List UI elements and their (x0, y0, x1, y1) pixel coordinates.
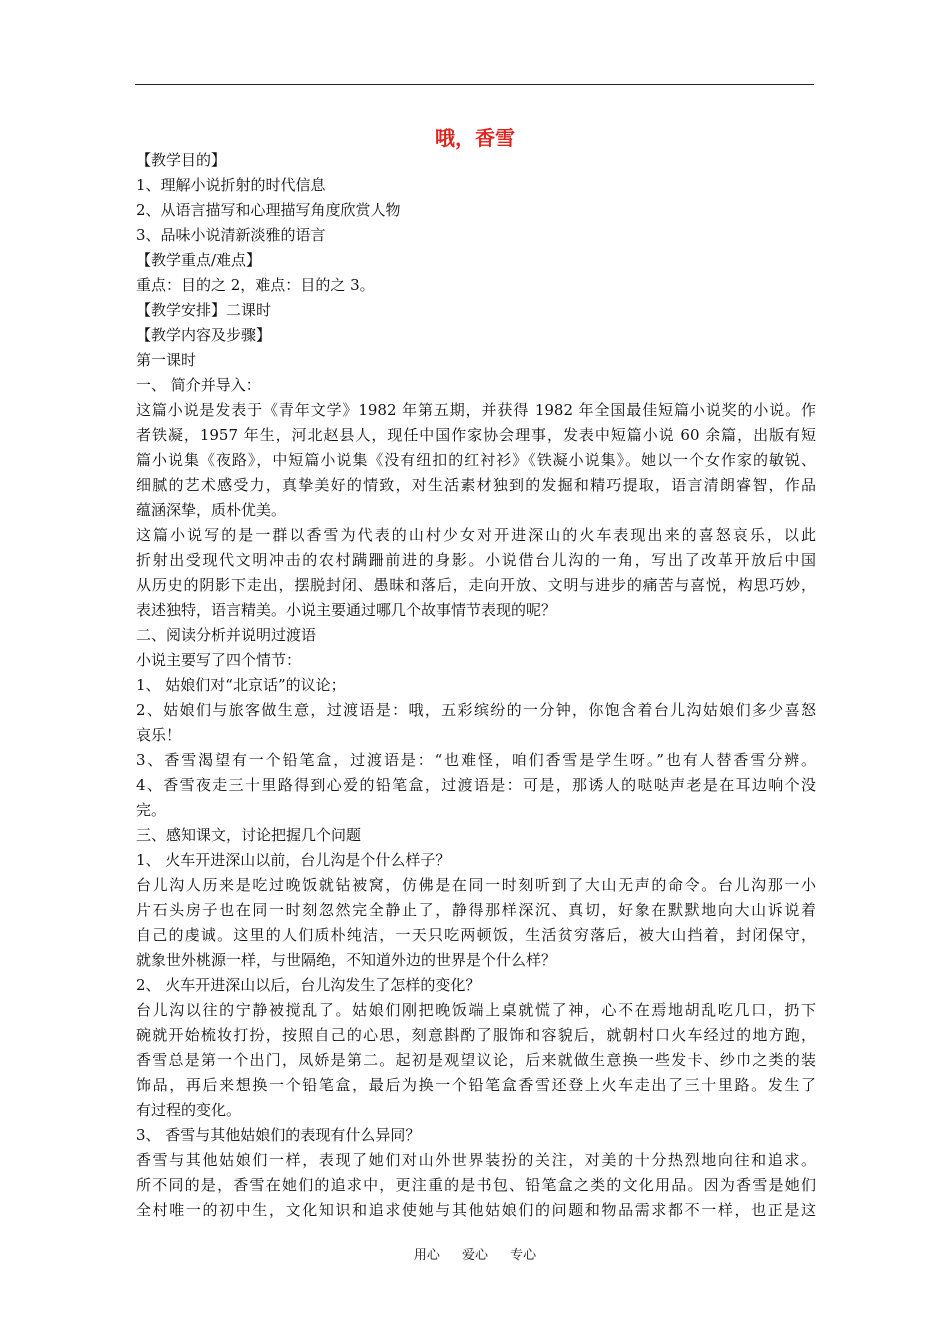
text-line: 者铁凝，1957 年生，河北赵县人，现任中国作家协会理事，发表中短篇小说 60 余篇，出版有短 (136, 426, 816, 444)
text-line: 细腻的艺术感受力，真挚美好的情致，对生活素材独到的发掘和精巧提取，语言清朗睿智，作品 (136, 476, 816, 494)
text-line: 重点：目的之 2，难点：目的之 3。 (136, 276, 375, 294)
text-line: 1、 姑娘们对“北京话”的议论； (136, 676, 346, 694)
text-line: 饰品，再后来想换一个铅笔盒，最后为换一个铅笔盒香雪还登上火车走出了三十里路。发生了 (136, 1076, 816, 1094)
text-line: 所不同的是，香雪在她们的追求中，更注重的是书包、铅笔盒之类的文化用品。因为香雪是她们 (136, 1176, 816, 1194)
text-line: 3、品味小说清新淡雅的语言 (136, 226, 326, 244)
text-line: 有过程的变化。 (136, 1101, 242, 1119)
text-line: 表述独特，语言精美。小说主要通过哪几个故事情节表现的呢？ (136, 601, 557, 619)
text-line: 【教学目的】 (136, 151, 227, 169)
text-line: 2、姑娘们与旅客做生意，过渡语是：哦，五彩缤纷的一分钟，你饱含着台儿沟姑娘们多少喜怒 (136, 701, 816, 719)
document-title: 哦，香雪 (435, 126, 515, 150)
text-line: 香雪总是第一个出门，凤娇是第二。起初是观望议论，后来就做生意换一些发卡、纱巾之类的装 (136, 1051, 816, 1069)
text-line: 片石头房子也在同一时刻忽然完全静止了，静得那样深沉、真切，好象在默默地向大山诉说着 (136, 901, 816, 919)
text-line: 一、 简介并导入： (136, 376, 261, 394)
text-line: 碗就开始梳妆打扮，按照自己的心思，刻意斟酌了服饰和容貌后，就朝村口火车经过的地方跑， (136, 1026, 816, 1044)
text-line: 蕴涵深挚，质朴优美。 (136, 501, 287, 519)
text-line: 二、阅读分析并说明过渡语 (136, 626, 317, 644)
text-line: 篇小说集《夜路》，中短篇小说集《没有纽扣的红衬衫》《铁凝小说集》。她以一个女作家的敏锐、 (136, 451, 816, 469)
text-line: 1、 火车开进深山以前，台儿沟是个什么样子？ (136, 851, 451, 869)
text-line: 2、从语言描写和心理描写角度欣赏人物 (136, 201, 401, 219)
text-line: 哀乐！ (136, 726, 182, 744)
text-line: 小说主要写了四个情节： (136, 651, 302, 669)
text-line: 自己的虔诚。这里的人们质朴纯洁，一天只吃两顿饭，生活贫穷落后，被大山挡着，封闭保守， (136, 926, 816, 944)
text-line: 折射出受现代文明冲击的农村蹒跚前进的身影。小说借台儿沟的一角，写出了改革开放后中国 (136, 551, 816, 569)
text-line: 3、香雪渴望有一个铅笔盒，过渡语是：“也难怪，咱们香雪是学生呀。”也有人替香雪分辨。 (136, 751, 816, 769)
text-line: 香雪与其他姑娘们一样，表现了她们对山外世界装扮的关注，对美的十分热烈地向往和追求。 (136, 1151, 816, 1169)
text-line: 就象世外桃源一样，与世隔绝，不知道外边的世界是个什么样？ (136, 951, 557, 969)
text-line: 这篇小说写的是一群以香雪为代表的山村少女对开进深山的火车表现出来的喜怒哀乐，以此 (136, 526, 816, 544)
page-footer: 用心 爱心 专心 (413, 1248, 537, 1263)
text-line: 全村唯一的初中生，文化知识和追求使她与其他姑娘们的问题和物品需求都不一样，也正是这 (136, 1201, 816, 1219)
text-line: 2、 火车开进深山以后，台儿沟发生了怎样的变化？ (136, 976, 481, 994)
document-body (136, 148, 816, 1223)
text-line: 从历史的阴影下走出，摆脱封闭、愚昧和落后，走向开放、文明与进步的痛苦与喜悦，构思巧妙， (136, 576, 816, 594)
text-line: 台儿沟人历来是吃过晚饭就钻被窝，仿佛是在同一时刻听到了大山无声的命令。台儿沟那一小 (136, 876, 816, 894)
header-rule (135, 84, 814, 85)
text-line: 【教学内容及步骤】 (136, 326, 272, 344)
text-line: 台儿沟以往的宁静被搅乱了。姑娘们刚把晚饭端上桌就慌了神，心不在焉地胡乱吃几口，扔下 (136, 1001, 816, 1019)
text-line: 三、感知课文，讨论把握几个问题 (136, 826, 362, 844)
text-line: 1、理解小说折射的时代信息 (136, 176, 326, 194)
text-line: 4、香雪夜走三十里路得到心爱的铅笔盒，过渡语是：可是，那诱人的哒哒声老是在耳边响个没 (136, 776, 816, 794)
text-line: 【教学安排】二课时 (136, 301, 272, 319)
text-line: 第一课时 (136, 351, 197, 369)
text-line: 3、 香雪与其他姑娘们的表现有什么异同？ (136, 1126, 421, 1144)
text-line: 这篇小说是发表于《青年文学》1982 年第五期，并获得 1982 年全国最佳短篇小说奖的小说。作 (136, 401, 816, 419)
text-line: 完。 (136, 801, 167, 819)
text-line: 【教学重点/难点】 (136, 251, 262, 269)
